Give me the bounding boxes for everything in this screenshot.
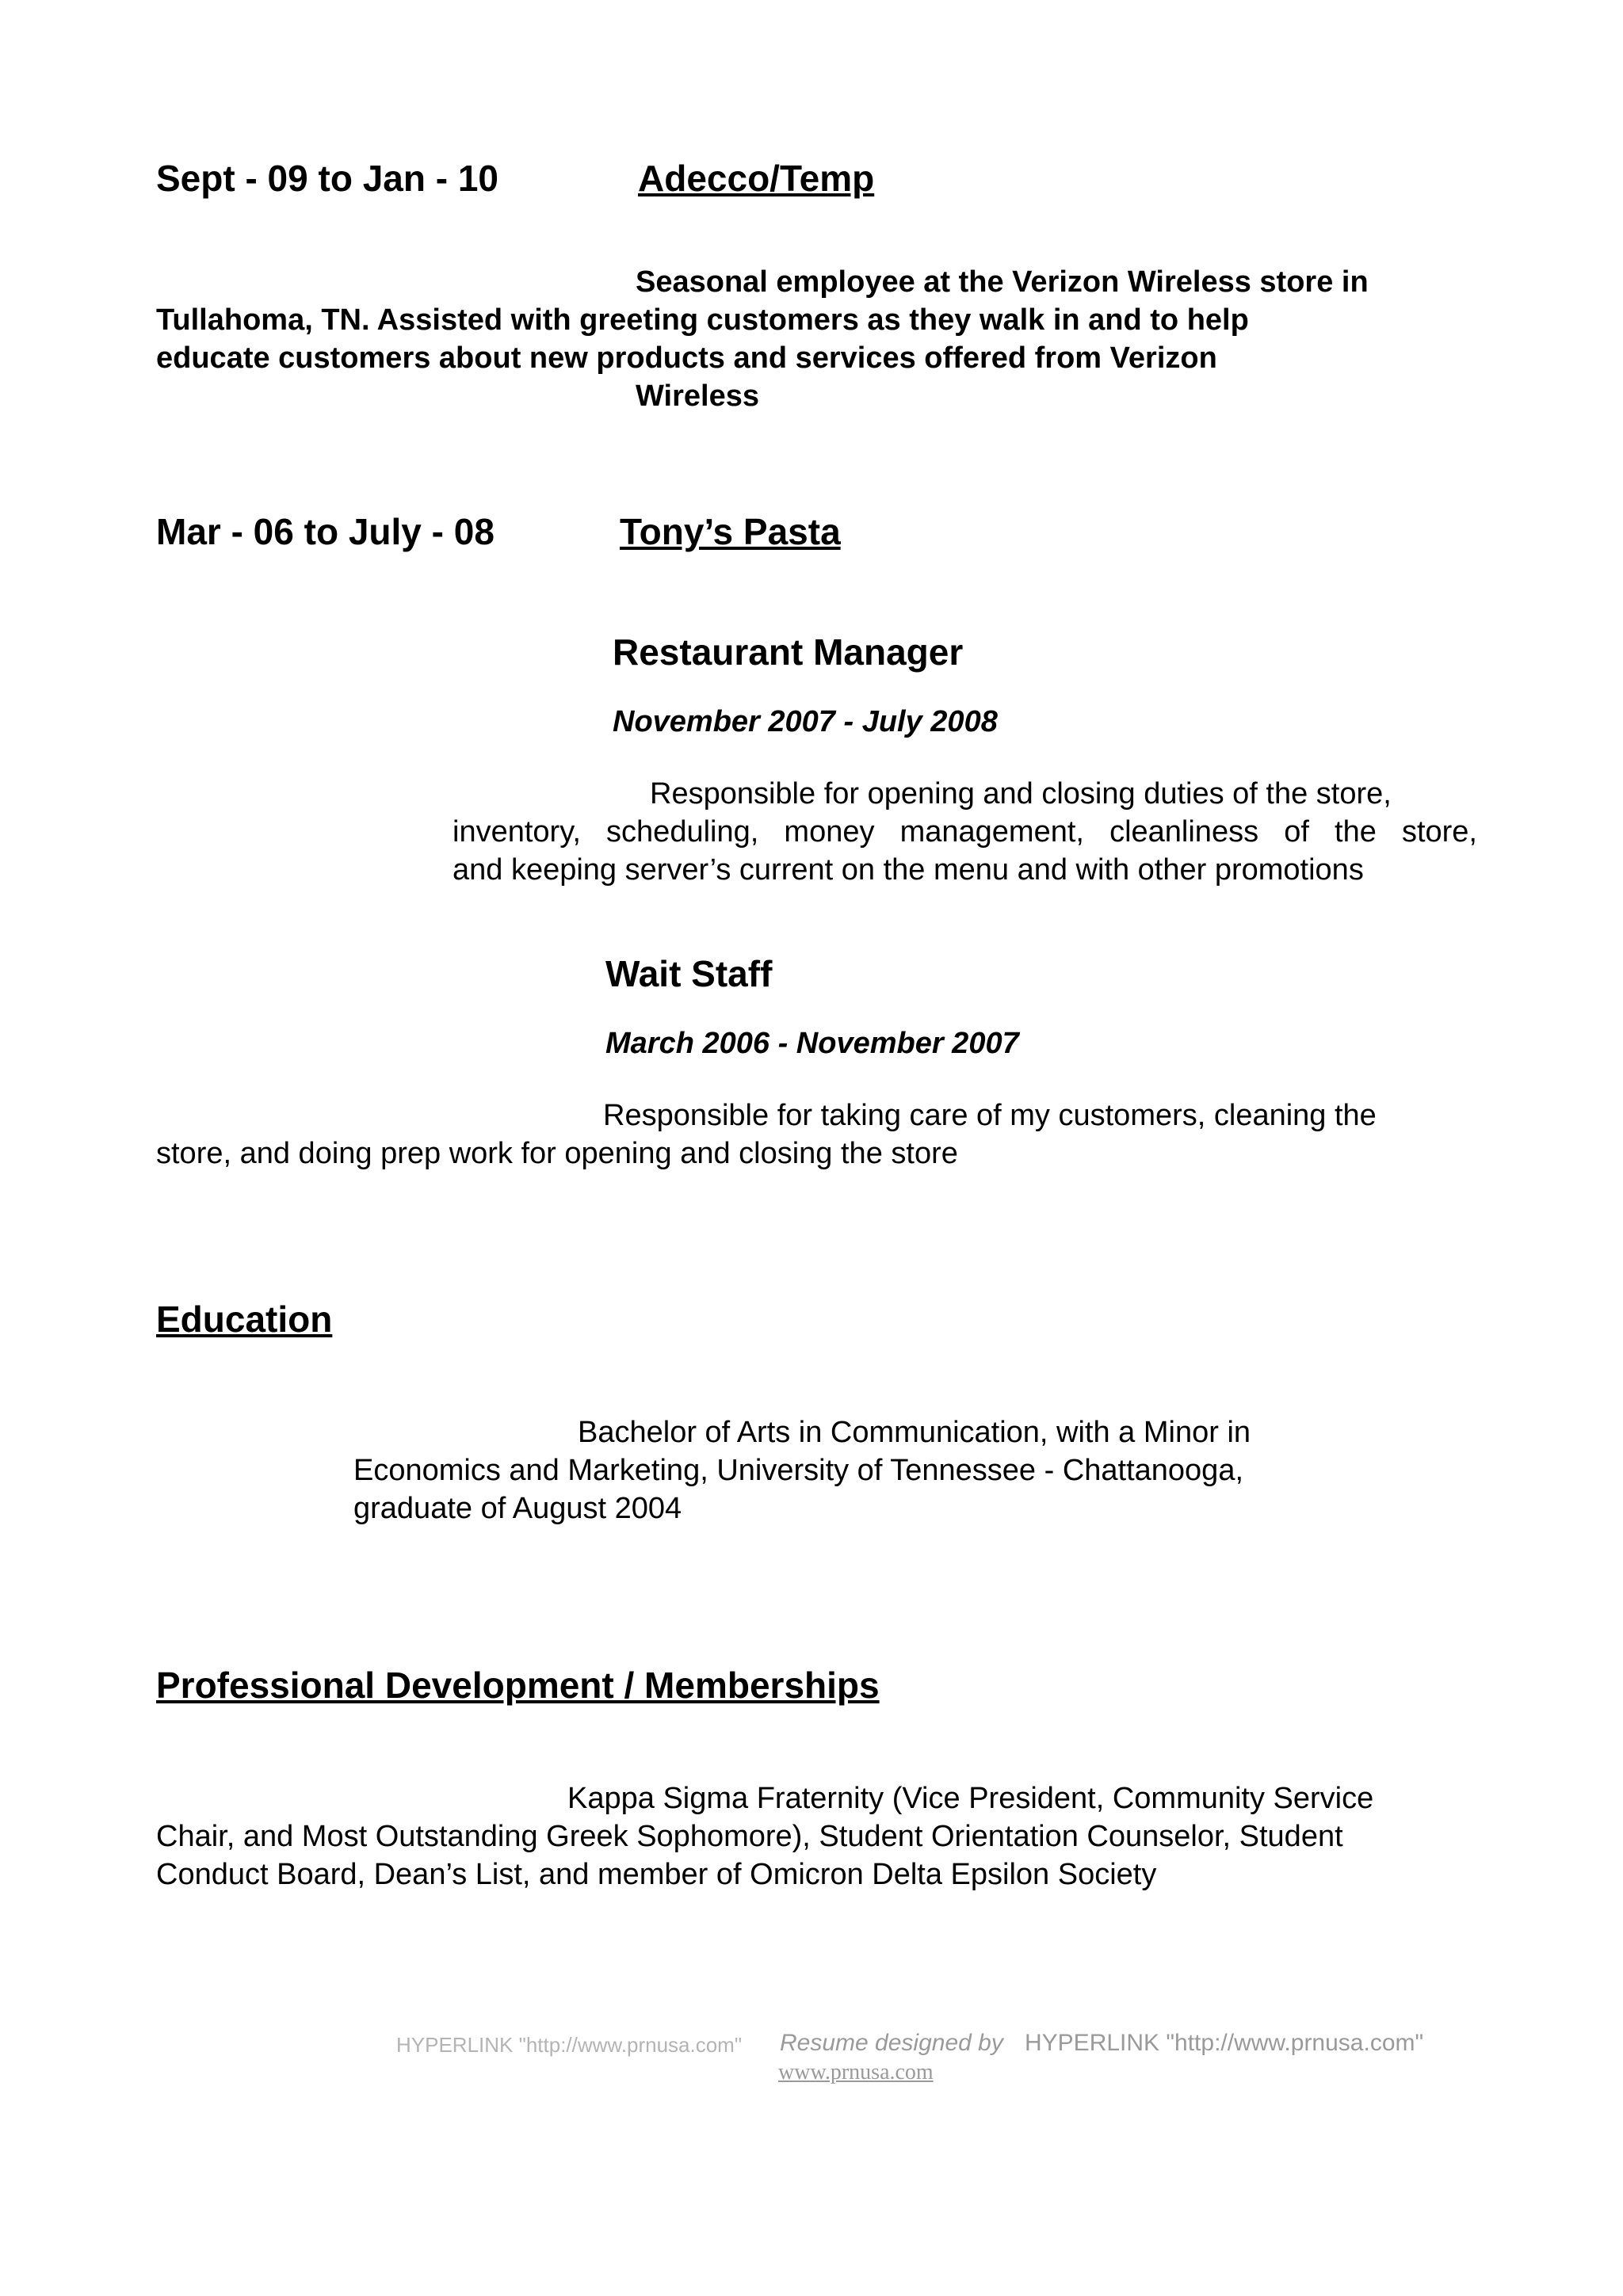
manager-period: November 2007 - July 2008	[613, 705, 998, 738]
manager-desc-line-3: and keeping server’s current on the menu and with other promotions	[453, 853, 1364, 887]
manager-title: Restaurant Manager	[613, 631, 964, 673]
wait-staff-desc-line-2: store, and doing prep work for opening and closing the store	[156, 1137, 958, 1170]
tonys-company: Tony’s Pasta	[620, 511, 841, 552]
tonys-dates: Mar - 06 to July - 08	[156, 511, 495, 552]
footer-hyperlink-field-2: HYPERLINK "http://www.prnusa.com"	[1025, 2030, 1424, 2056]
adecco-company: Adecco/Temp	[638, 158, 875, 199]
manager-desc-line-1: Responsible for opening and closing duties of the store,	[650, 777, 1392, 810]
footer-hyperlink-field-1: HYPERLINK "http://www.prnusa.com"	[396, 2033, 743, 2057]
adecco-desc-line-2: Tullahoma, TN. Assisted with greeting customers as they walk in and to help	[156, 303, 1249, 337]
adecco-dates: Sept - 09 to Jan - 10	[156, 158, 499, 199]
education-desc-line-1: Bachelor of Arts in Communication, with a Minor in	[578, 1416, 1251, 1449]
education-heading: Education	[156, 1299, 333, 1340]
education-desc-line-3: graduate of August 2004	[353, 1492, 682, 1525]
wait-staff-title: Wait Staff	[605, 953, 773, 994]
adecco-desc-line-4: Wireless	[636, 379, 759, 413]
professional-heading: Professional Development / Memberships	[156, 1665, 880, 1706]
footer-designed-by: Resume designed by	[780, 2030, 1003, 2056]
education-desc-line-2: Economics and Marketing, University of Tennessee - Chattanooga,	[353, 1454, 1244, 1487]
wait-staff-desc-line-1: Responsible for taking care of my customers, cleaning the	[603, 1099, 1377, 1132]
adecco-desc-line-3: educate customers about new products and services offered from Verizon	[156, 341, 1217, 375]
wait-staff-period: March 2006 - November 2007	[605, 1027, 1019, 1060]
professional-desc-line-3: Conduct Board, Dean’s List, and member of Omicron Delta Epsilon Society	[156, 1858, 1157, 1891]
adecco-desc-line-1: Seasonal employee at the Verizon Wireless store in	[636, 265, 1369, 299]
professional-desc-line-1: Kappa Sigma Fraternity (Vice President, Community Service	[567, 1782, 1374, 1815]
professional-desc-line-2: Chair, and Most Outstanding Greek Sophomore), Student Orientation Counselor, Student	[156, 1820, 1343, 1853]
manager-desc-line-2: inventory, scheduling, money management, cleanliness of the store,	[453, 815, 1477, 849]
footer-website-link[interactable]: www.prnusa.com	[778, 2060, 934, 2084]
